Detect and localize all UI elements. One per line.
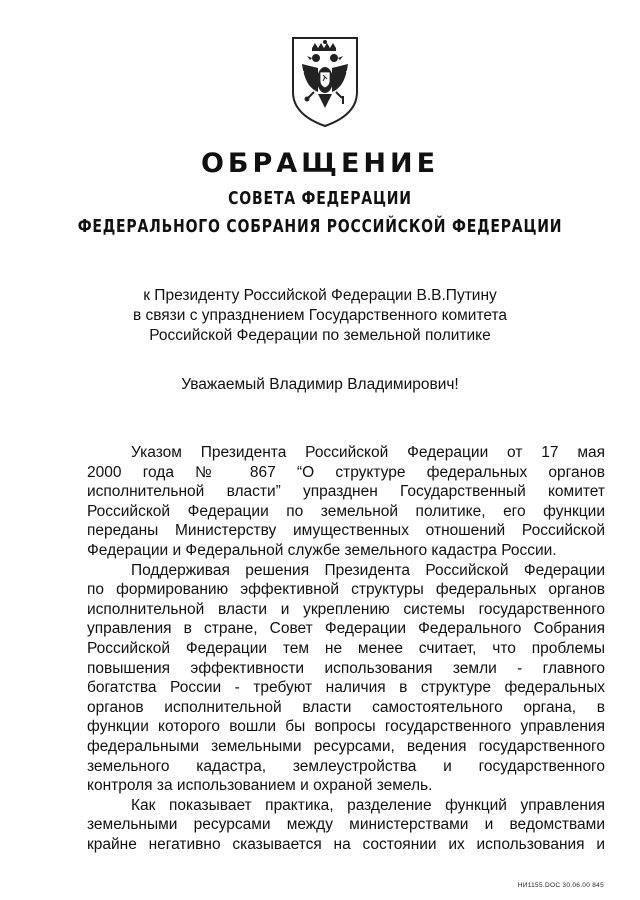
- text-line: федеральными земельными ресурсами, ведения государственного: [87, 737, 605, 755]
- text-line: повышения эффективности использования земли - главного: [87, 659, 605, 677]
- text-line: функции которого вошли бы вопросы государственного управления: [87, 718, 605, 736]
- document-subtitle-assembly: ФЕДЕРАЛЬНОГО СОБРАНИЯ РОССИЙСКОЙ ФЕДЕРАЦИИ: [77, 216, 563, 237]
- text-line: управления в стране, Совет Федерации Федерального Собрания: [87, 620, 605, 638]
- document-title: ОБРАЩЕНИЕ: [200, 148, 440, 179]
- document-body: [87, 443, 605, 854]
- text-line: Поддерживая решения Президента Российской Федерации: [131, 561, 605, 579]
- text-line: органов исполнительной власти самостоятельного органа, в: [87, 698, 605, 716]
- text-line: земельными ресурсами между министерствами и ведомствами: [87, 816, 605, 834]
- recipient-line: в связи с упразднением Государственного комитета: [132, 307, 508, 324]
- text-line: Как показывает практика, разделение функций управления: [131, 796, 605, 814]
- paragraph-2: [87, 561, 605, 796]
- russian-double-headed-eagle-icon: [290, 34, 360, 128]
- text-line: Российской Федерации тем не менее считает, что проблемы: [87, 639, 605, 657]
- text-line: Федерации и Федеральной службе земельного кадастра России.: [87, 541, 557, 559]
- recipient-line: к Президенту Российской Федерации В.В.Путину: [143, 287, 497, 304]
- text-line: крайне негативно сказывается на состоянии их использования и: [87, 835, 605, 853]
- text-line: Указом Президента Российской Федерации от 17 мая: [131, 444, 605, 461]
- text-line: контроля за использованием и охраной земель.: [87, 777, 433, 795]
- text-line: исполнительной власти” упразднен Государственный комитет: [87, 483, 605, 501]
- text-line: 2000 года № 867 “О структуре федеральных органов: [87, 463, 605, 481]
- recipient-line: Российской Федерации по земельной политике: [149, 327, 491, 344]
- footer-file-reference: НИ1155.DOC 30.06.00 845: [517, 882, 604, 889]
- paragraph-3: [87, 796, 605, 855]
- text-line: богатства России - требуют наличия в структуре федеральных: [87, 679, 605, 697]
- text-line: исполнительной власти и укреплению системы государственного: [87, 600, 605, 618]
- text-line: по формированию эффективной структуры федеральных органов: [87, 581, 605, 599]
- document-subtitle-council: СОВЕТА ФЕДЕРАЦИИ: [228, 188, 412, 209]
- text-line: земельного кадастра, землеустройства и государственного: [87, 757, 605, 775]
- recipient-block: [0, 286, 640, 346]
- text-line: Российской Федерации по земельной политике, его функции: [87, 502, 605, 520]
- text-line: переданы Министерству имущественных отношений Российской: [87, 522, 605, 540]
- salutation: Уважаемый Владимир Владимирович!: [181, 376, 459, 393]
- paragraph-1: [87, 443, 605, 561]
